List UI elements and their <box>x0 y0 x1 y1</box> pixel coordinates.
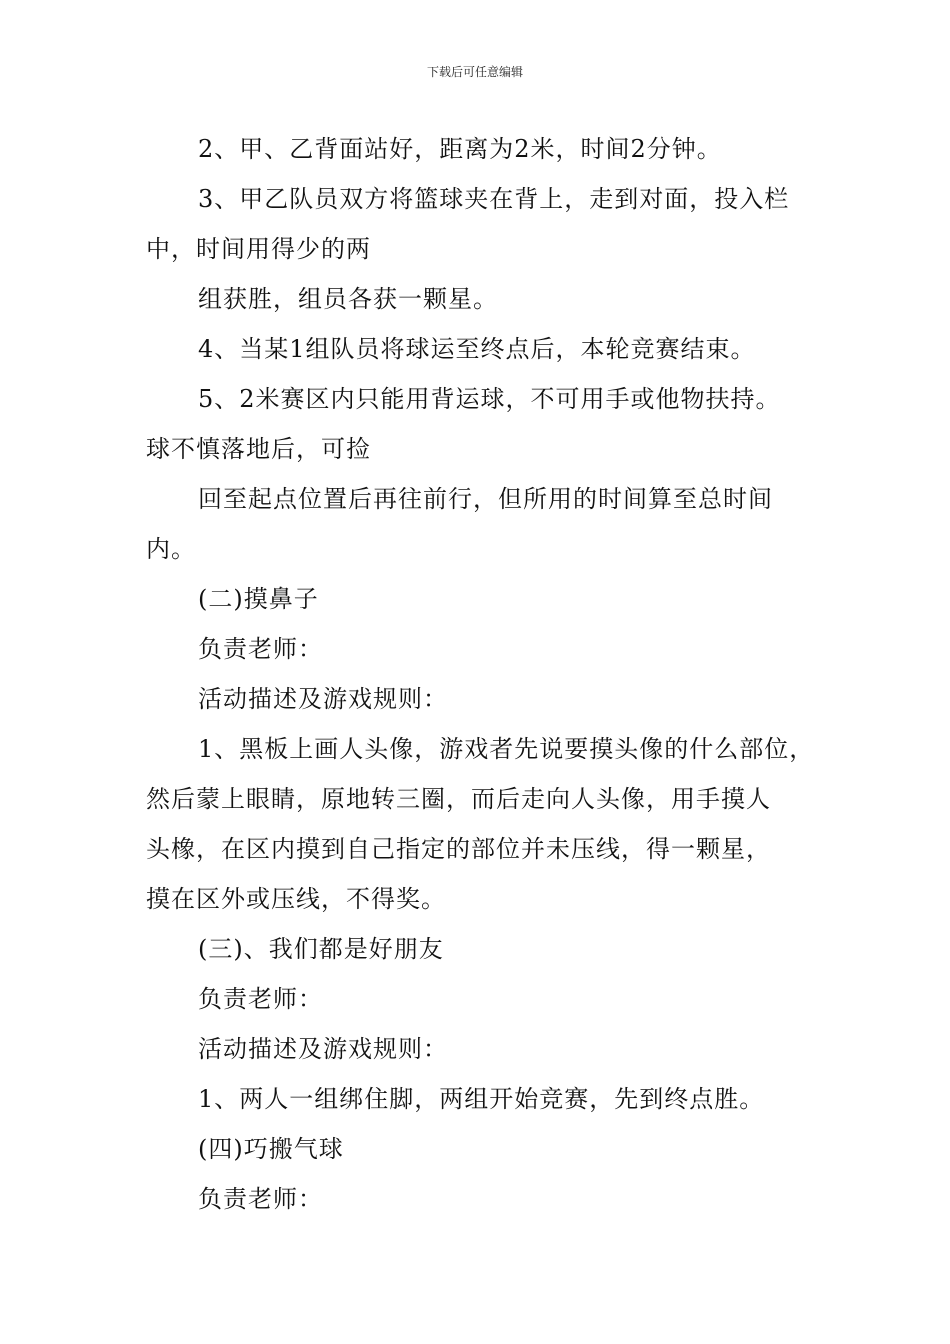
responsible-teacher-label: 负责老师： <box>198 635 323 663</box>
paragraph-continuation: 然后蒙上眼睛，原地转三圈，而后走向人头像，用手摸人 <box>146 785 771 813</box>
rules-label: 活动描述及游戏规则： <box>198 685 448 713</box>
paragraph: 5、2米赛区内只能用背运球，不可用手或他物扶持。 <box>198 385 781 413</box>
paragraph: 2、甲、乙背面站好，距离为2米，时间2分钟。 <box>198 135 722 163</box>
paragraph: 1、黑板上画人头像，游戏者先说要摸头像的什么部位， <box>198 735 815 763</box>
paragraph-continuation: 内。 <box>146 535 196 563</box>
rules-label: 活动描述及游戏规则： <box>198 1035 448 1063</box>
paragraph: 回至起点位置后再往前行，但所用的时间算至总时间 <box>198 485 773 513</box>
responsible-teacher-label: 负责老师： <box>198 1185 323 1213</box>
document-body <box>146 124 826 1224</box>
paragraph: 组获胜，组员各获一颗星。 <box>198 285 498 313</box>
section-heading: (四)巧搬气球 <box>198 1135 344 1163</box>
paragraph: 3、甲乙队员双方将篮球夹在背上，走到对面，投入栏 <box>198 185 790 213</box>
responsible-teacher-label: 负责老师： <box>198 985 323 1013</box>
paragraph: 4、当某1组队员将球运至终点后，本轮竞赛结束。 <box>198 335 756 363</box>
paragraph-continuation: 摸在区外或压线，不得奖。 <box>146 885 446 913</box>
section-heading: (二)摸鼻子 <box>198 585 319 613</box>
page-header-note: 下载后可任意编辑 <box>426 65 523 79</box>
paragraph-continuation: 头橡，在区内摸到自己指定的部位并未压线，得一颗星， <box>146 835 771 863</box>
section-heading: (三)、我们都是好朋友 <box>198 935 444 963</box>
paragraph: 1、两人一组绑住脚，两组开始竞赛，先到终点胜。 <box>198 1085 765 1113</box>
paragraph-continuation: 球不慎落地后，可捡 <box>146 435 371 463</box>
paragraph-continuation: 中，时间用得少的两 <box>146 235 371 263</box>
